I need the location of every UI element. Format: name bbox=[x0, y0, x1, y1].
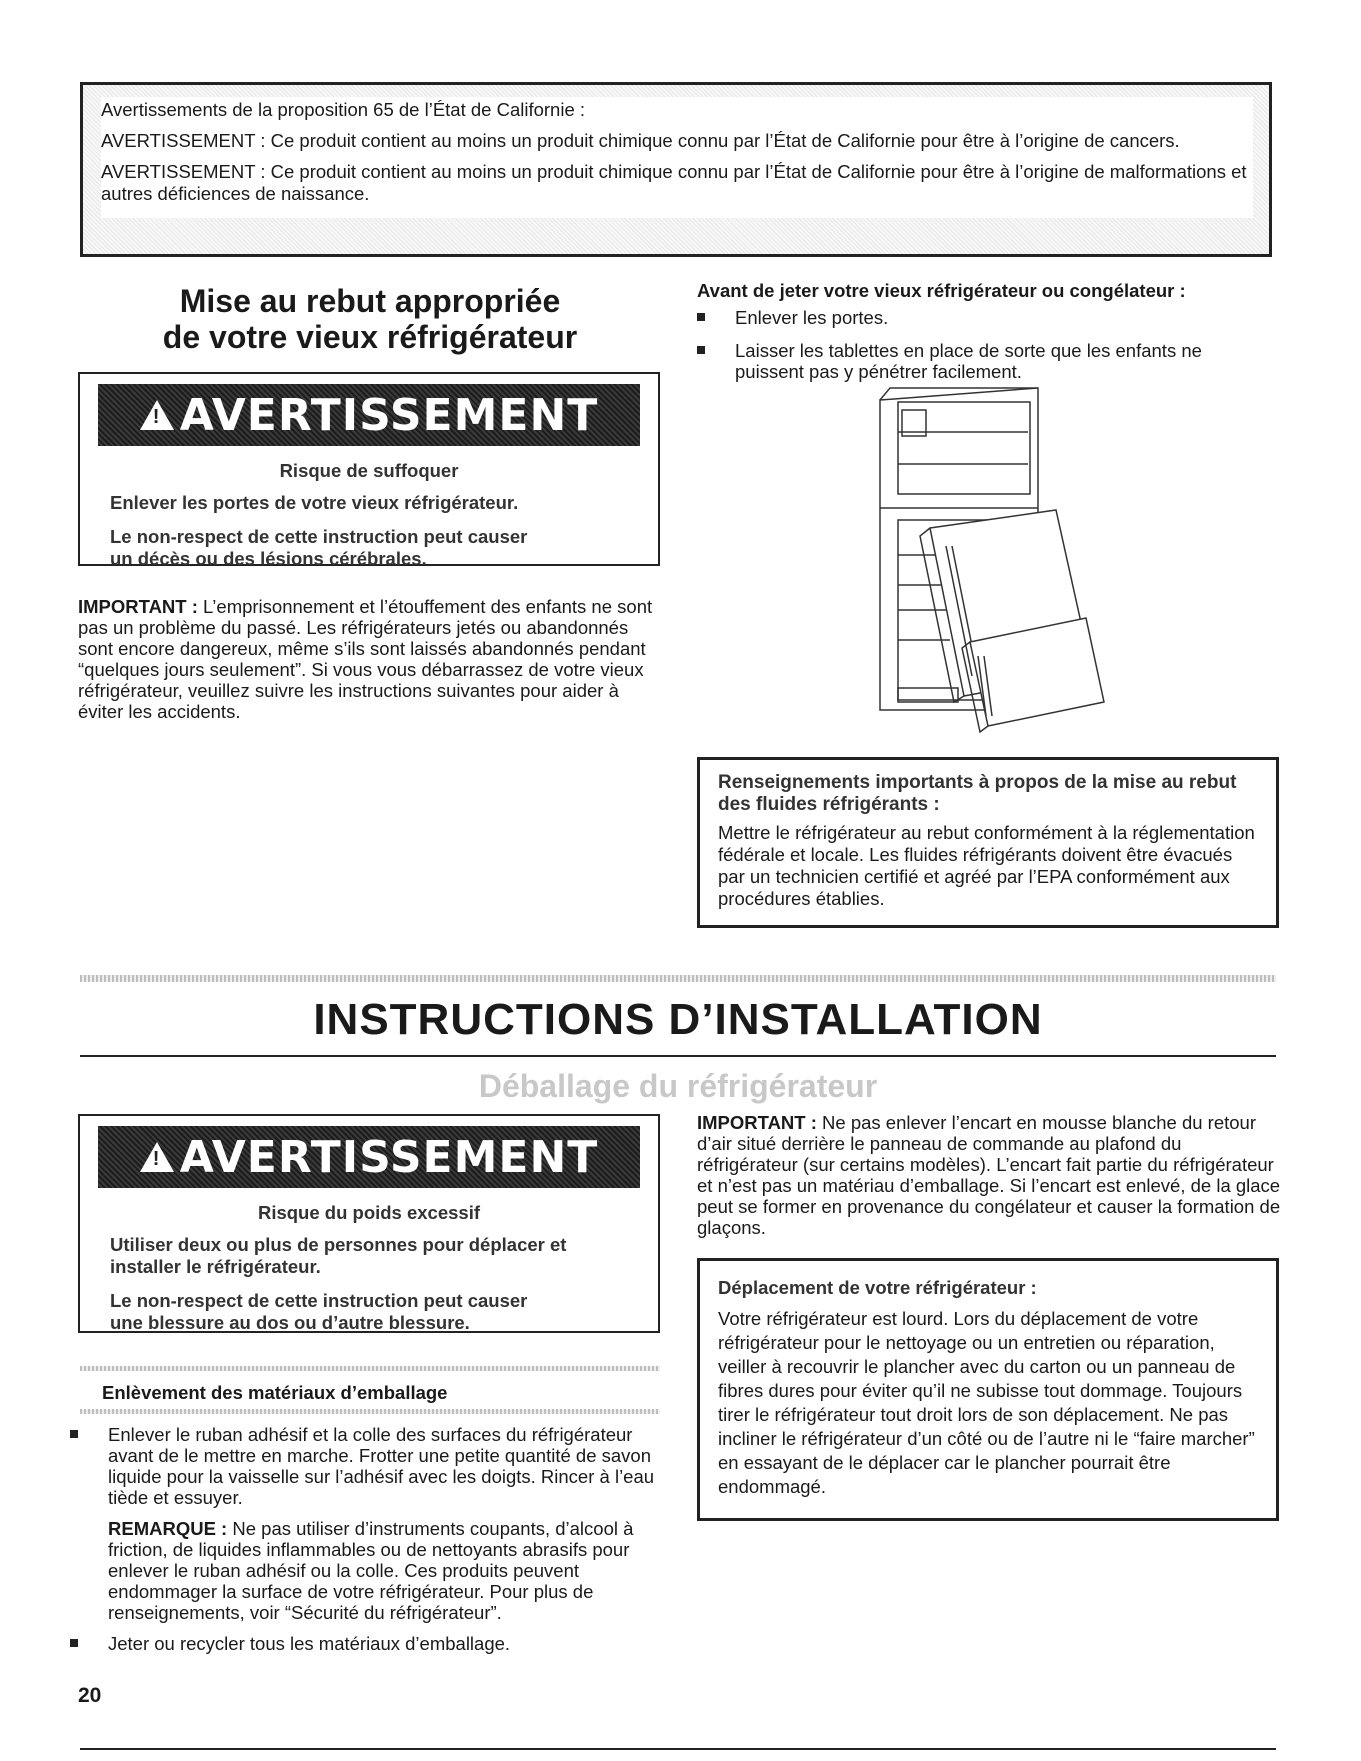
warning-line: une blessure au dos ou d’autre blessure. bbox=[110, 1312, 470, 1333]
foam-important-paragraph bbox=[697, 1112, 1281, 1238]
refrigerator-doors-removed-illustration bbox=[860, 380, 1120, 740]
before-disposal-title: Avant de jeter votre vieux réfrigérateur ou congélateur : bbox=[697, 280, 1186, 301]
removal-list bbox=[70, 1424, 660, 1654]
disposal-title-line2: de votre vieux réfrigérateur bbox=[162, 319, 578, 355]
removal-title: Enlèvement des matériaux d’emballage bbox=[102, 1382, 448, 1403]
warning-line: installer le réfrigérateur. bbox=[110, 1256, 321, 1277]
warning-banner bbox=[98, 1126, 640, 1188]
important-text: Ne pas enlever l’encart en mousse blanche du retour d’air situé derrière le panneau de commande au plafond du réfrigérateur (sur certains modèles). L’encart fait partie du réfrigérateur et n’est pas un matériau d’emballage. Si l’encart est enlevé, de la glace peut se former en provenance du congélateur et causer la formation de glaçons. bbox=[697, 1112, 1281, 1238]
note-paragraph bbox=[70, 1518, 660, 1623]
note-text: Ne pas utiliser d’instruments coupants, d’alcool à friction, de liquides inflammables ou de nettoyants abrasifs pour enlever le ruban adhésif ou la colle. Ces produits peuvent endommager la surface de votre réfrigérateur. Pour plus de renseignements, voir “Sécurité du réfrigérateur”. bbox=[108, 1518, 634, 1623]
note-label: REMARQUE : bbox=[108, 1518, 228, 1539]
fluids-text: Mettre le réfrigérateur au rebut conformément à la réglementation fédérale et locale. Les fluides réfrigérants doivent être évacués par un technicien certifié et agréé par l’EPA conformément aux procédures établies. bbox=[718, 822, 1255, 909]
warning-triangle-icon bbox=[140, 400, 174, 430]
subsection-rule-top bbox=[80, 1366, 660, 1371]
warning-banner bbox=[98, 384, 640, 446]
warning-line: un décès ou des lésions cérébrales. bbox=[110, 548, 427, 569]
prop65-warning-box bbox=[80, 82, 1272, 257]
fluids-title: Renseignements importants à propos de la mise au rebut des fluides réfrigérants : bbox=[718, 772, 1237, 815]
list-item: Enlever le ruban adhésif et la colle des surfaces du réfrigérateur avant de le mettre en marche. Frotter une petite quantité de savon liquide pour la vaisselle sur l’adhésif avec les doigts. Rincer à l’eau tiède et essuyer. bbox=[70, 1424, 660, 1508]
disposal-title bbox=[80, 283, 660, 355]
warning-triangle-icon bbox=[140, 1142, 174, 1172]
warning-subtitle: Risque du poids excessif bbox=[257, 1202, 481, 1223]
important-text: L’emprisonnement et l’étouffement des enfants ne sont pas un problème du passé. Les réfrigérateurs jetés ou abandonnés sont encore dangereux, même s’ils sont laissés abandonnés pendant “quelques jours seulement”. Si vous vous débarrassez de votre vieux réfrigérateur, veuillez suivre les instructions suivantes pour aider à éviter les accidents. bbox=[78, 596, 653, 722]
warning-line: Utiliser deux ou plus de personnes pour déplacer et bbox=[110, 1234, 567, 1255]
warning-banner-text: AVERTISSEMENT bbox=[179, 389, 599, 441]
section-divider bbox=[80, 975, 1276, 982]
warning-line: Le non-respect de cette instruction peut causer bbox=[110, 1290, 528, 1311]
prop65-title: Avertissements de la proposition 65 de l’État de Californie : bbox=[101, 99, 586, 120]
important-label: IMPORTANT : bbox=[697, 1112, 817, 1133]
refrigerant-fluids-box bbox=[697, 757, 1279, 928]
list-item: Laisser les tablettes en place de sorte que les enfants ne puissent pas y pénétrer facilement. bbox=[697, 340, 1277, 382]
warning-line: Enlever les portes de votre vieux réfrigérateur. bbox=[110, 492, 519, 513]
warning-line: Le non-respect de cette instruction peut causer bbox=[110, 526, 528, 547]
list-item: Jeter ou recycler tous les matériaux d’emballage. bbox=[70, 1633, 660, 1654]
list-item: Enlever les portes. bbox=[697, 307, 1277, 328]
moving-refrigerator-box bbox=[697, 1258, 1279, 1521]
installation-title: INSTRUCTIONS D’INSTALLATION bbox=[313, 995, 1043, 1044]
warning-banner-text: AVERTISSEMENT bbox=[179, 1131, 599, 1183]
moving-title: Déplacement de votre réfrigérateur : bbox=[718, 1277, 1037, 1298]
unpacking-subtitle: Déballage du réfrigérateur bbox=[478, 1068, 878, 1104]
page-number: 20 bbox=[78, 1684, 102, 1707]
excessive-weight-warning-box bbox=[78, 1114, 660, 1333]
prop65-warning-2: AVERTISSEMENT : Ce produit contient au moins un produit chimique connu par l’État de Californie pour être à l’origine de malformations et autres déficiences de naissance. bbox=[101, 161, 1247, 204]
disposal-title-line1: Mise au rebut appropriée bbox=[179, 283, 561, 319]
important-label: IMPORTANT : bbox=[78, 596, 198, 617]
moving-text: Votre réfrigérateur est lourd. Lors du déplacement de votre réfrigérateur pour le nettoyage ou un entretien ou réparation, veiller à recouvrir le plancher avec du carton ou un panneau de fibres dures pour éviter qu’il ne subisse tout dommage. Toujours tirer le réfrigérateur tout droit lors de son déplacement. Ne pas incliner le réfrigérateur d’un côté ou de l’autre ni le “faire marcher” en essayant de le déplacer car le plancher pourrait être endommagé. bbox=[718, 1308, 1255, 1497]
before-disposal-section bbox=[697, 280, 1277, 382]
title-underline bbox=[80, 1055, 1276, 1057]
warning-subtitle: Risque de suffoquer bbox=[279, 460, 459, 481]
important-paragraph bbox=[78, 596, 668, 722]
subsection-rule-bottom bbox=[80, 1409, 660, 1414]
suffocation-warning-box bbox=[78, 372, 660, 569]
footer-rule bbox=[80, 1748, 1276, 1750]
prop65-warning-1: AVERTISSEMENT : Ce produit contient au moins un produit chimique connu par l’État de Californie pour être à l’origine de cancers. bbox=[101, 130, 1180, 151]
